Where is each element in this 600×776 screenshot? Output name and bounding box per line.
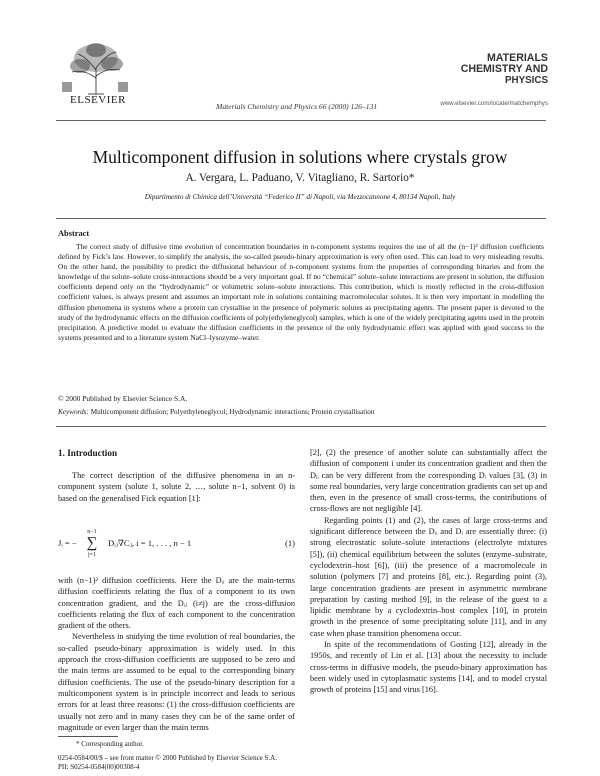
sum-upper-limit: n−1 [87,529,97,535]
intro-paragraph-5: In spite of the recommendations of Gosting [12], already in the 1950s, and recently of Lin et al. [13] about the necessity to include cross-terms in diffusive models, the pseudo-binary approximation has been widely used in cytoplasmatic systems [14], and to model crystal growth of proteins [15] and virus [16]. [310,640,547,695]
summation-symbol [78,528,106,559]
intro-paragraph-4: Regarding points (1) and (2), the cases of large cross-terms and significant difference between the Dᵢᵢ and Dᵢ are essentially three: (i) strong electrostatic solute–solute interactions (electrolyte mixtures [5]), (ii) chemical equilibrium between the solutes (enzyme–substrate, cyclodextrin–host [6]), (iii) the presence of a macromolecule in solution (polymers [7] and proteins [8], etc.). Regarding point (3), large concentration gradients are present in asymmetric membrane preparation by casting method [9], in the release of the guest to a lipidic membrane by a cyclodextrin–host complex [10], in protein growth in the presence of some precipitating solute [11], and in any case when phase transition phenomena occur. [310,515,547,638]
section-heading-introduction: 1. Introduction [58,448,118,458]
abstract-heading: Abstract [58,229,90,238]
left-column-top [58,470,295,504]
keywords-text: Multicomponent diffusion; Polyethyleneglycol; Hydrodynamic interactions; Protein crystallisation [90,408,375,416]
header-divider [56,120,546,121]
brand-line-1: MATERIALS [486,52,548,64]
corresponding-author-footnote: * Corresponding author. [76,740,144,748]
journal-url: www.elsevier.com/locate/matchemphys [440,100,548,107]
brand-line-3: PHYSICS [504,75,548,86]
abstract-top-divider [56,218,546,219]
keywords-line [58,408,544,416]
left-column-bottom [58,575,295,733]
journal-citation: Materials Chemistry and Physics 66 (2000) 126–131 [216,102,378,111]
affiliation: Dipartimento di Chimica dell’Università “Federico II” di Napoli, via Mezzocannone 4, 80134 Napoli, Italy [144,193,456,201]
journal-brand [461,53,548,86]
pii-line: PII: S0254-0584(00)00308-4 [58,763,140,771]
issn-line: 0254-0584/00/$ – see front matter © 2000 Published by Elsevier Science S.A. [58,754,277,762]
intro-paragraph-1: The correct description of the diffusive phenomena in an n-component system (solute 1, solute 2, …, solute n−1, solvent 0) is based on the generalised Fick equation [1]: [58,471,295,503]
intro-paragraph-2: with (n−1)² diffusion coefficients. Here the Dᵢᵢ are the main-terms diffusion coefficients relating the flux of a component to its own concentration gradient, and the Dᵢⱼ (i≠j) are the cross-diffusion coefficients relating the flux of each component to the concentration gradient of the others. [58,576,295,631]
equation-number: (1) [284,538,295,548]
abstract-bottom-divider [56,426,546,427]
intro-paragraph-3-cont: [2], (2) the presence of another solute can substantially affect the diffusion of component i under its concentration gradient and then the Dᵢᵢ can be very different from the corresponding Dᵢ values [3], (3) in some real boundaries, very large concentration gradients can set up and then, even in the presence of small cross-terms, the contributions of cross-flows are not negligible [4]. [310,448,547,514]
footnote-divider [58,736,118,737]
equation-1 [58,528,295,568]
article-title: Multicomponent diffusion in solutions where crystals grow [92,147,508,167]
issn-block [58,754,277,772]
equation-rhs: Dᵢⱼ∇Cⱼ, i = 1, . . . , n − 1 [108,538,192,548]
author-list: A. Vergara, L. Paduano, V. Vitagliano, R. Sartorio* [185,172,415,184]
publisher-name: ELSEVIER [70,94,126,106]
abstract-body: The correct study of diffusive time evolution of concentration boundaries in n-component systems requires the use of all the (n−1)² diffusion coefficients defined by Fick’s law. However, to simplify the analysis, the so-called pseudo-binary approximation is very often used. This can lead to very misleading results. On the other hand, the possibility to predict the diffusional behaviour of n-component systems from the properties of corresponding binaries and from the knowledge of the solute–solute cross-interactions should be a very important goal. If no “chemical” solute–solute interactions are present in solution, the diffusion coefficients depend only on the “hydrodynamic” or volumetric solute–solute interactions. This contribution, which is mostly reflected in the cross-diffusion coefficient values, is always present and assumes an important role in solutions containing macromolecular solutes. It is then very important in modelling the diffusion phenomena in systems where a protein can crystallise in the presence of polymeric solutes as precipitating agents. The present paper is devoted to the study of the hydrodynamic effects on the diffusion coefficients of poly(ethyleneglycol) samples, which is one of the widely precipitating agents used in the protein precipitation. A predictive model to evaluate the diffusion coefficients in the presence of the only hydrodynamic effect was applied with good success to the systems presented and to a literature system NaCl–lysozyme–water. [58,242,544,342]
right-column [310,447,547,696]
abstract-copyright: © 2000 Published by Elsevier Science S.A. [58,394,188,403]
sum-lower-limit: j=1 [87,552,97,558]
keywords-label: Keywords: [58,408,89,416]
brand-line-2: CHEMISTRY AND [460,63,548,75]
intro-paragraph-3: Nevertheless in studying the time evolution of real boundaries, the so-called pseudo-binary approximation is widely used. In this approach the cross-diffusion coefficients are supposed to be zero and the main terms are assumed to be equal to the corresponding binary diffusion coefficients. The use of the pseudo-binary description for a multicomponent system is in principle incorrect and leads to serious errors for at least three reasons: (1) the cross-diffusion coefficients are usually not zero and in many cases they can be of the same order of magnitude or even larger than the main terms [58,632,295,732]
equation-lhs: Jᵢ = − [58,538,77,548]
sigma-icon: ∑ [86,535,98,551]
